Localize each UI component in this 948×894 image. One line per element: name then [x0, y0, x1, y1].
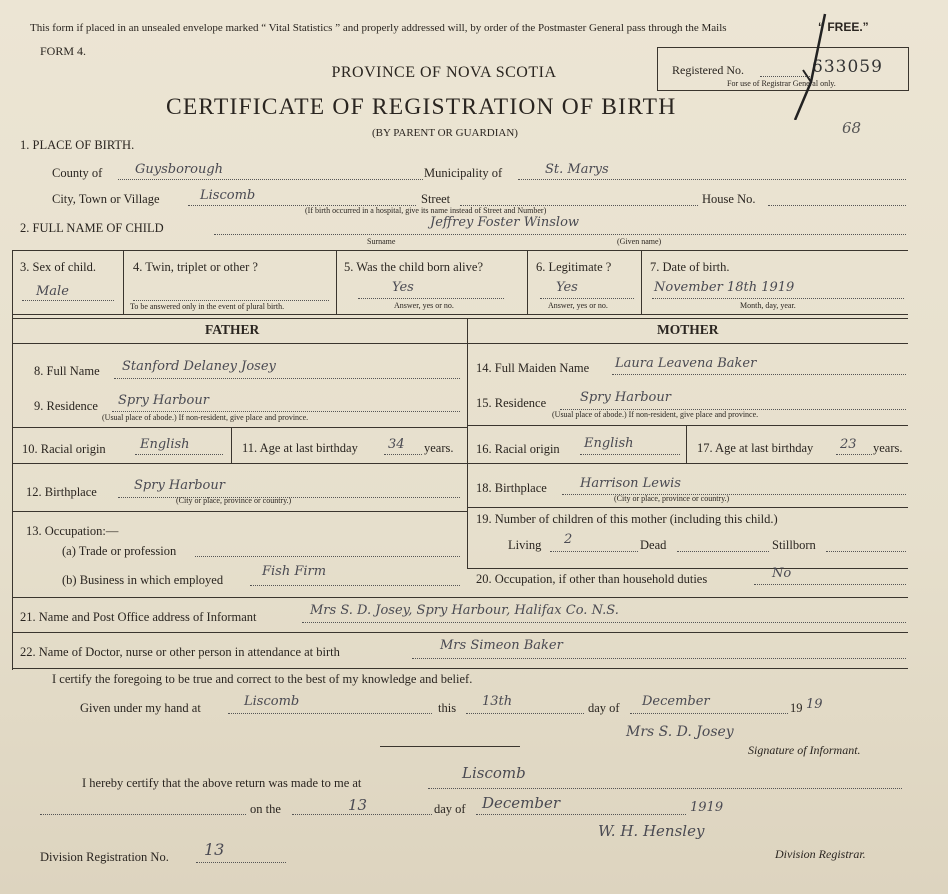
- municipality-value: St. Marys: [545, 162, 609, 177]
- children-count-label: 19. Number of children of this mother (including this child.): [476, 512, 778, 526]
- this-label: this: [438, 701, 457, 715]
- mother-residence-label: 15. Residence: [476, 396, 547, 410]
- informant-signature-caption: Signature of Informant.: [748, 743, 861, 757]
- certificate-subtitle: (BY PARENT OR GUARDIAN): [372, 127, 518, 139]
- stillborn-label: Stillborn: [772, 538, 816, 552]
- father-occupation-label: 13. Occupation:—: [26, 524, 119, 538]
- born-alive-value: Yes: [392, 280, 414, 295]
- this-value: 13th: [482, 694, 513, 709]
- city-value: Liscomb: [200, 188, 256, 203]
- father-racial-label: 10. Racial origin: [22, 442, 106, 456]
- doctor-value: Mrs Simeon Baker: [440, 638, 563, 653]
- living-label: Living: [508, 538, 542, 552]
- day-of-label: day of: [588, 701, 620, 715]
- mother-maiden-value: Laura Leavena Baker: [615, 356, 757, 371]
- division-registrar-caption: Division Registrar.: [775, 847, 866, 861]
- municipality-label: Municipality of: [424, 166, 503, 180]
- business-label: (b) Business in which employed: [62, 573, 224, 587]
- trade-label: (a) Trade or profession: [62, 544, 177, 558]
- father-birthplace-note: (City or place, province or country.): [176, 496, 292, 505]
- dead-label: Dead: [640, 538, 667, 552]
- mother-birthplace-note: (City or place, province or country.): [614, 494, 730, 503]
- mother-occupation-value: No: [772, 566, 792, 581]
- corner-mark: 68: [842, 119, 862, 137]
- on-the-label: on the: [250, 802, 281, 816]
- mother-birthplace-label: 18. Birthplace: [476, 481, 547, 495]
- father-racial-value: English: [140, 437, 190, 452]
- child-name-label: 2. FULL NAME OF CHILD: [20, 221, 164, 235]
- registrar-year: 1919: [690, 800, 724, 815]
- given-name-caption: (Given name): [617, 237, 662, 246]
- certify-statement: I certify the foregoing to be true and correct to the best of my knowledge and belief.: [52, 672, 473, 686]
- city-label: City, Town or Village: [52, 192, 160, 206]
- father-heading: FATHER: [205, 322, 260, 337]
- house-label: House No.: [702, 192, 756, 206]
- mother-maiden-label: 14. Full Maiden Name: [476, 361, 590, 375]
- legitimate-value: Yes: [556, 280, 578, 295]
- registrar-month: December: [482, 794, 561, 812]
- mother-residence-value: Spry Harbour: [580, 390, 671, 405]
- registrar-day-of-label: day of: [434, 802, 466, 816]
- registrar-day: 13: [348, 796, 368, 814]
- given-year: 19: [806, 697, 823, 712]
- legitimate-note: Answer, yes or no.: [548, 301, 608, 310]
- twin-note: To be answered only in the event of plural birth.: [130, 302, 285, 311]
- registered-note: For use of Registrar General only.: [727, 79, 836, 88]
- registrar-place: Liscomb: [462, 764, 526, 782]
- registered-label: Registered No.: [672, 63, 744, 77]
- given-place: Liscomb: [244, 694, 300, 709]
- mother-birthplace-value: Harrison Lewis: [580, 476, 681, 491]
- date-of-birth-note: Month, day, year.: [740, 301, 796, 310]
- father-age-value: 34: [388, 437, 405, 452]
- street-label: Street: [421, 192, 451, 206]
- living-value: 2: [564, 532, 573, 547]
- informant-signature: Mrs S. D. Josey: [626, 724, 734, 740]
- mother-age-unit: years.: [873, 441, 903, 455]
- province-heading: PROVINCE OF NOVA SCOTIA: [331, 64, 557, 81]
- date-of-birth-value: November 18th 1919: [654, 280, 795, 295]
- county-value: Guysborough: [135, 162, 224, 177]
- legitimate-label: 6. Legitimate ?: [536, 260, 612, 274]
- twin-label: 4. Twin, triplet or other ?: [133, 260, 258, 274]
- born-alive-label: 5. Was the child born alive?: [344, 260, 484, 274]
- given-label: Given under my hand at: [80, 701, 201, 715]
- father-name-value: Stanford Delaney Josey: [122, 359, 276, 374]
- mother-age-label: 17. Age at last birthday: [697, 441, 814, 455]
- free-label: “ FREE.”: [818, 20, 869, 34]
- division-registration-label: Division Registration No.: [40, 850, 169, 864]
- place-of-birth-heading: 1. PLACE OF BIRTH.: [20, 138, 135, 152]
- given-month: December: [642, 694, 710, 709]
- father-residence-value: Spry Harbour: [118, 393, 209, 408]
- registered-number: 633059: [812, 57, 883, 77]
- child-name-value: Jeffrey Foster Winslow: [430, 215, 580, 230]
- mother-racial-value: English: [584, 436, 634, 451]
- division-registration-value: 13: [204, 840, 225, 859]
- sex-label: 3. Sex of child.: [20, 260, 97, 274]
- registrar-statement: I hereby certify that the above return was made to me at: [82, 776, 362, 790]
- certificate-title: CERTIFICATE OF REGISTRATION OF BIRTH: [166, 94, 677, 120]
- mother-heading: MOTHER: [657, 322, 719, 337]
- registrar-signature: W. H. Hensley: [598, 822, 705, 840]
- year-prefix: 19: [790, 701, 803, 715]
- informant-value: Mrs S. D. Josey, Spry Harbour, Halifax Co. N.S.: [310, 603, 619, 618]
- street-note: (If birth occurred in a hospital, give its name instead of Street and Number): [305, 206, 547, 215]
- father-age-unit: years.: [424, 441, 454, 455]
- father-residence-note: (Usual place of abode.) If non-resident, give place and province.: [102, 413, 309, 422]
- born-alive-note: Answer, yes or no.: [394, 301, 454, 310]
- mother-age-value: 23: [840, 437, 857, 452]
- doctor-label: 22. Name of Doctor, nurse or other person in attendance at birth: [20, 645, 340, 659]
- postal-notice: This form if placed in an unsealed envelope marked “ Vital Statistics ” and properly addressed will, by order of the Postmaster General pass through the Mails: [30, 22, 727, 34]
- mother-residence-note: (Usual place of abode.) If non-resident, give place and province.: [552, 410, 759, 419]
- informant-label: 21. Name and Post Office address of Informant: [20, 610, 257, 624]
- business-value: Fish Firm: [262, 564, 327, 579]
- mother-occupation-label: 20. Occupation, if other than household duties: [476, 572, 708, 586]
- father-residence-label: 9. Residence: [34, 399, 98, 413]
- sex-value: Male: [36, 284, 69, 299]
- county-label: County of: [52, 166, 103, 180]
- father-birthplace-label: 12. Birthplace: [26, 485, 97, 499]
- date-of-birth-label: 7. Date of birth.: [650, 260, 730, 274]
- father-name-label: 8. Full Name: [34, 364, 100, 378]
- check-mark-icon: [785, 10, 835, 120]
- form-number: FORM 4.: [40, 44, 87, 58]
- surname-caption: Surname: [367, 237, 396, 246]
- mother-racial-label: 16. Racial origin: [476, 442, 560, 456]
- father-birthplace-value: Spry Harbour: [134, 478, 225, 493]
- father-age-label: 11. Age at last birthday: [242, 441, 358, 455]
